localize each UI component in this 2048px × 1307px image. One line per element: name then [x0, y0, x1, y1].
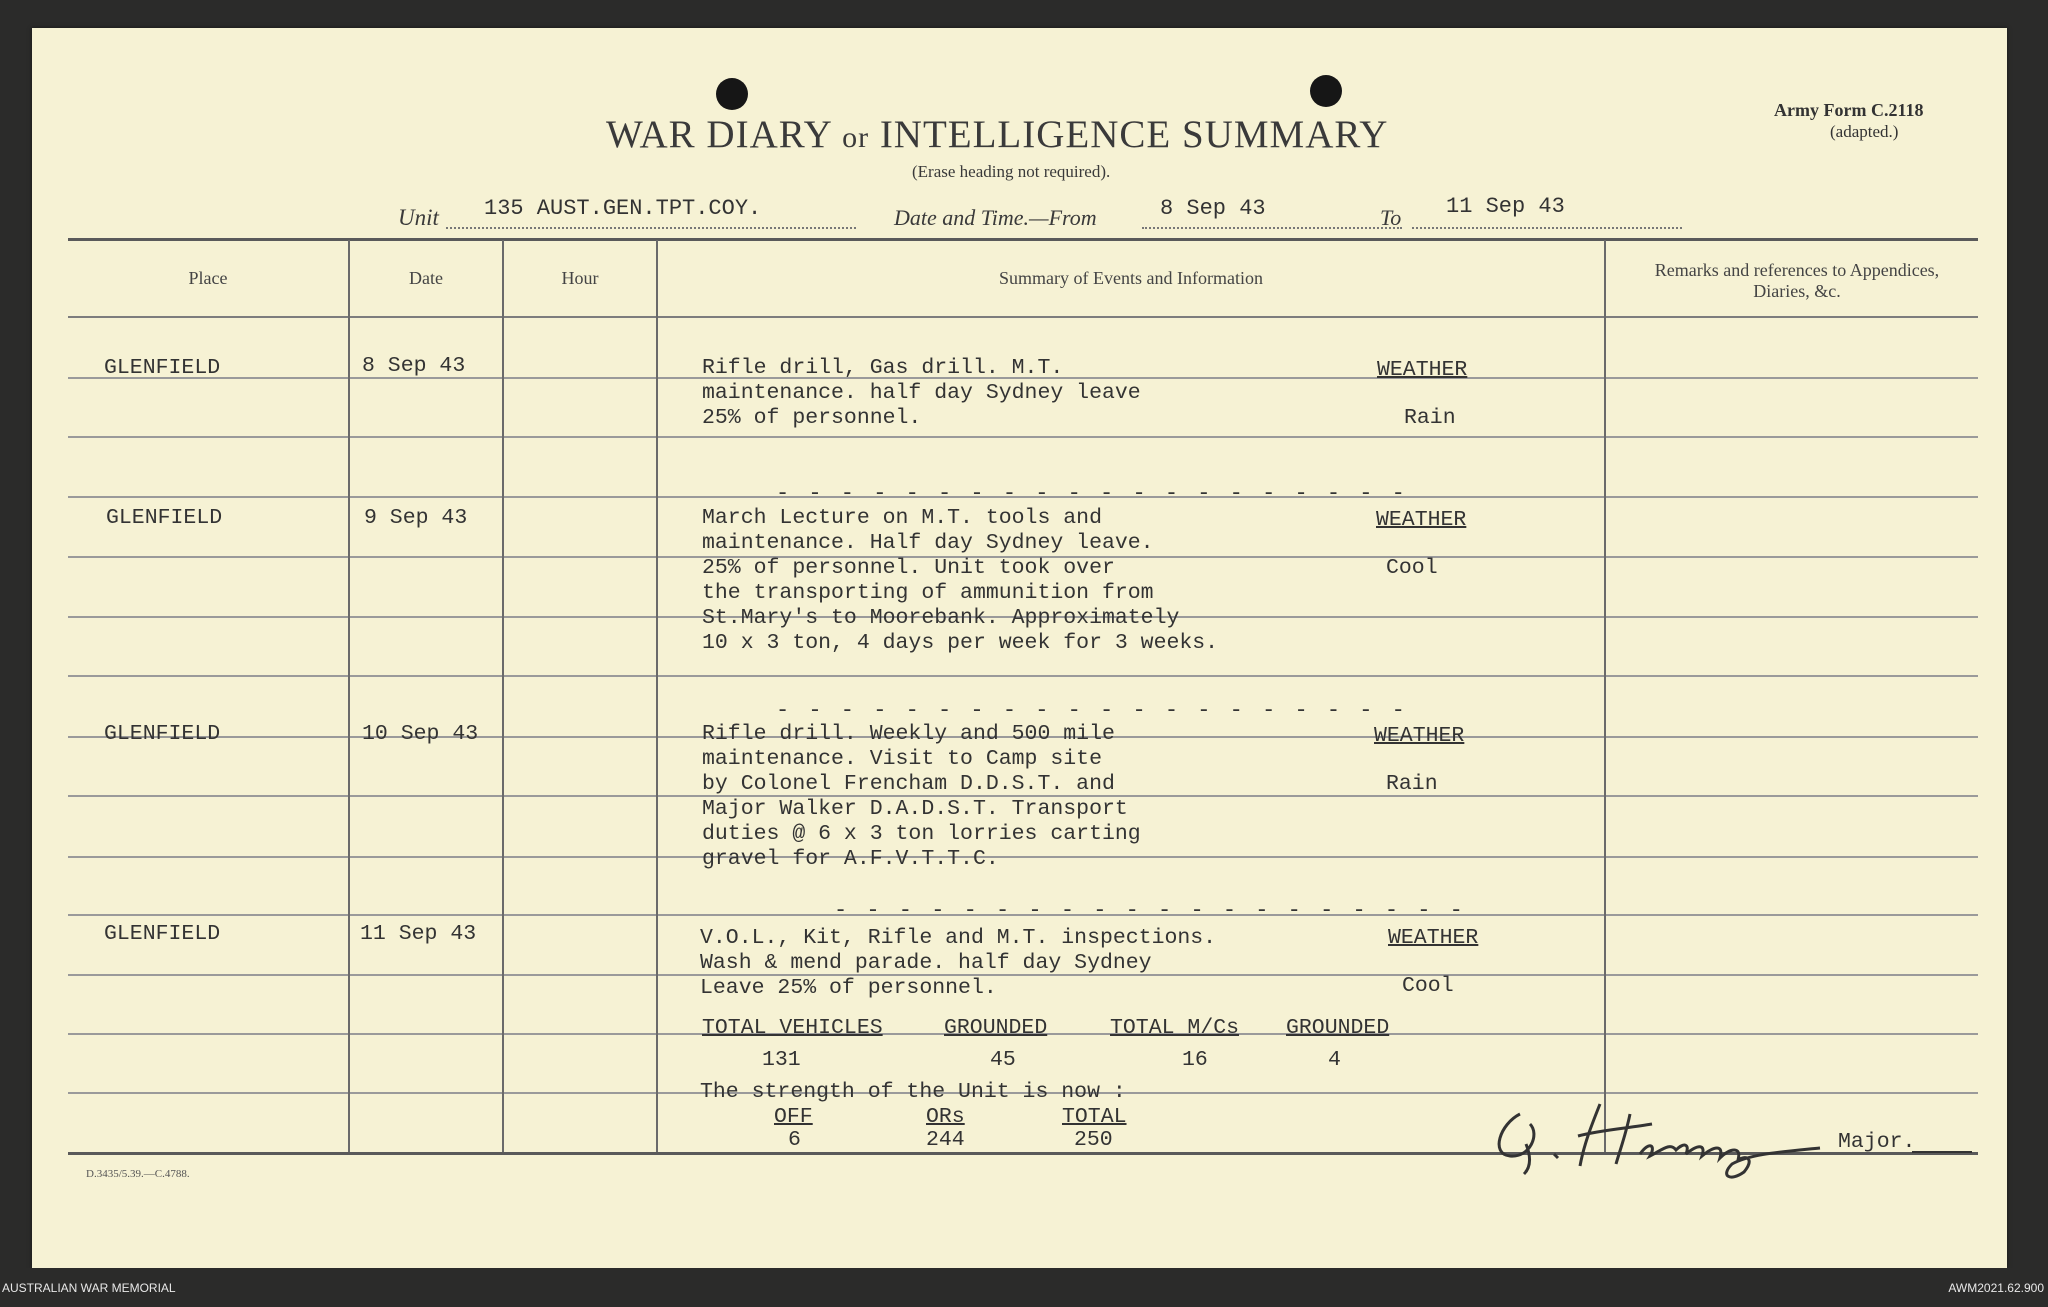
column-rule-place: [348, 240, 350, 1152]
entry-line: Rifle drill, Gas drill. M.T.: [702, 356, 1064, 380]
entry-line: maintenance. half day Sydney leave: [702, 381, 1141, 405]
date-to-label: To: [1380, 205, 1402, 230]
row-rule: [68, 436, 1978, 438]
footer-accession-number: AWM2021.62.900: [1948, 1281, 2044, 1295]
column-rule-date: [502, 240, 504, 1152]
entry-place: GLENFIELD: [104, 722, 221, 746]
entry-separator: - - - - - - - - - - - - - - - - - - - -: [834, 898, 1466, 923]
grounded-vehicles-value: 45: [990, 1048, 1016, 1072]
unit-value: 135 AUST.GEN.TPT.COY.: [484, 196, 762, 221]
table-top-rule: [68, 238, 1978, 241]
entry-place: GLENFIELD: [104, 356, 221, 380]
entry-separator: - - - - - - - - - - - - - - - - - - - -: [776, 698, 1408, 723]
entry-date: 11 Sep 43: [360, 922, 477, 946]
weather-value: Rain: [1386, 772, 1438, 796]
title-part-1: WAR DIARY: [606, 113, 832, 156]
entry-line: 10 x 3 ton, 4 days per week for 3 weeks.: [702, 631, 1219, 655]
entry-line: March Lecture on M.T. tools and: [702, 506, 1102, 530]
army-form-number: Army Form C.2118: [1774, 100, 1924, 120]
signature-line: [1912, 1151, 1972, 1153]
title-part-2: INTELLIGENCE SUMMARY: [879, 113, 1389, 156]
row-rule: [68, 675, 1978, 677]
total-mcs-label: TOTAL M/Cs: [1110, 1016, 1240, 1040]
grounded-mcs-value: 4: [1328, 1048, 1341, 1072]
entry-line: Rifle drill. Weekly and 500 mile: [702, 722, 1115, 746]
total-mcs-value: 16: [1182, 1048, 1208, 1072]
archive-footer-bar: [0, 1268, 2048, 1307]
diary-page: [32, 28, 2007, 1268]
signature-rank: Major.: [1838, 1130, 1916, 1154]
army-form-adapted: (adapted.): [1830, 122, 1899, 141]
strength-total-label: TOTAL: [1062, 1105, 1127, 1129]
entry-place: GLENFIELD: [104, 922, 221, 946]
page-subtitle: (Erase heading not required).: [912, 162, 1111, 181]
column-header-date: Date: [409, 268, 443, 288]
date-to-dotted-line: [1412, 227, 1682, 229]
signature-image: [1480, 1084, 1840, 1184]
entry-line: Wash & mend parade. half day Sydney: [700, 951, 1152, 975]
punch-hole-left: [716, 78, 748, 110]
date-from-label: Date and Time.—From: [894, 205, 1097, 230]
entry-line: the transporting of ammunition from: [702, 581, 1154, 605]
entry-line: maintenance. Half day Sydney leave.: [702, 531, 1154, 555]
entry-place: GLENFIELD: [106, 506, 223, 530]
entry-line: V.O.L., Kit, Rifle and M.T. inspections.: [700, 926, 1217, 950]
entry-line: duties @ 6 x 3 ton lorries carting: [702, 822, 1141, 846]
entry-line: Leave 25% of personnel.: [700, 976, 997, 1000]
weather-value: Cool: [1386, 556, 1438, 580]
weather-label: WEATHER: [1374, 724, 1465, 748]
form-code: D.3435/5.39.—C.4788.: [86, 1168, 190, 1180]
entry-line: gravel for A.F.V.T.T.C.: [702, 847, 999, 871]
punch-hole-right: [1310, 75, 1342, 107]
grounded-vehicles-label: GROUNDED: [944, 1016, 1048, 1040]
strength-total-value: 250: [1074, 1128, 1113, 1152]
date-to-value: 11 Sep 43: [1446, 194, 1565, 219]
entry-date: 10 Sep 43: [362, 722, 479, 746]
strength-off-label: OFF: [774, 1105, 813, 1129]
entry-date: 9 Sep 43: [364, 506, 468, 530]
entry-line: Major Walker D.A.D.S.T. Transport: [702, 797, 1128, 821]
strength-off-value: 6: [788, 1128, 801, 1152]
date-from-dotted-line: [1142, 227, 1402, 229]
column-header-hour: Hour: [561, 268, 599, 288]
column-header-summary: Summary of Events and Information: [999, 268, 1263, 288]
total-vehicles-value: 131: [762, 1048, 801, 1072]
column-rule-hour: [656, 240, 658, 1152]
entry-line: maintenance. Visit to Camp site: [702, 747, 1102, 771]
weather-value: Rain: [1404, 406, 1456, 430]
row-rule: [68, 856, 1978, 858]
column-rule-summary: [1604, 240, 1606, 1152]
entry-line: 25% of personnel. Unit took over: [702, 556, 1115, 580]
strength-ors-value: 244: [926, 1128, 965, 1152]
table-header-rule: [68, 316, 1978, 318]
date-from-value: 8 Sep 43: [1160, 196, 1266, 221]
unit-dotted-line: [446, 227, 856, 229]
strength-intro: The strength of the Unit is now :: [700, 1080, 1126, 1104]
weather-value: Cool: [1402, 974, 1454, 998]
weather-label: WEATHER: [1376, 508, 1467, 532]
entry-line: by Colonel Frencham D.D.S.T. and: [702, 772, 1115, 796]
unit-label: Unit: [398, 205, 439, 230]
entry-date: 8 Sep 43: [362, 354, 466, 378]
column-header-remarks: Remarks and references to Appendices, Diaries, &c.: [1654, 260, 1940, 301]
total-vehicles-label: TOTAL VEHICLES: [702, 1016, 883, 1040]
entry-line: 25% of personnel.: [702, 406, 922, 430]
page-title: [606, 112, 1388, 157]
title-or: or: [842, 121, 870, 154]
weather-label: WEATHER: [1377, 358, 1468, 382]
grounded-mcs-label: GROUNDED: [1286, 1016, 1390, 1040]
entry-separator: - - - - - - - - - - - - - - - - - - - -: [776, 481, 1408, 506]
weather-label: WEATHER: [1388, 926, 1479, 950]
strength-ors-label: ORs: [926, 1105, 965, 1129]
entry-line: St.Mary's to Moorebank. Approximately: [702, 606, 1180, 630]
column-header-place: Place: [188, 268, 228, 288]
footer-archive-name: AUSTRALIAN WAR MEMORIAL: [2, 1281, 176, 1295]
